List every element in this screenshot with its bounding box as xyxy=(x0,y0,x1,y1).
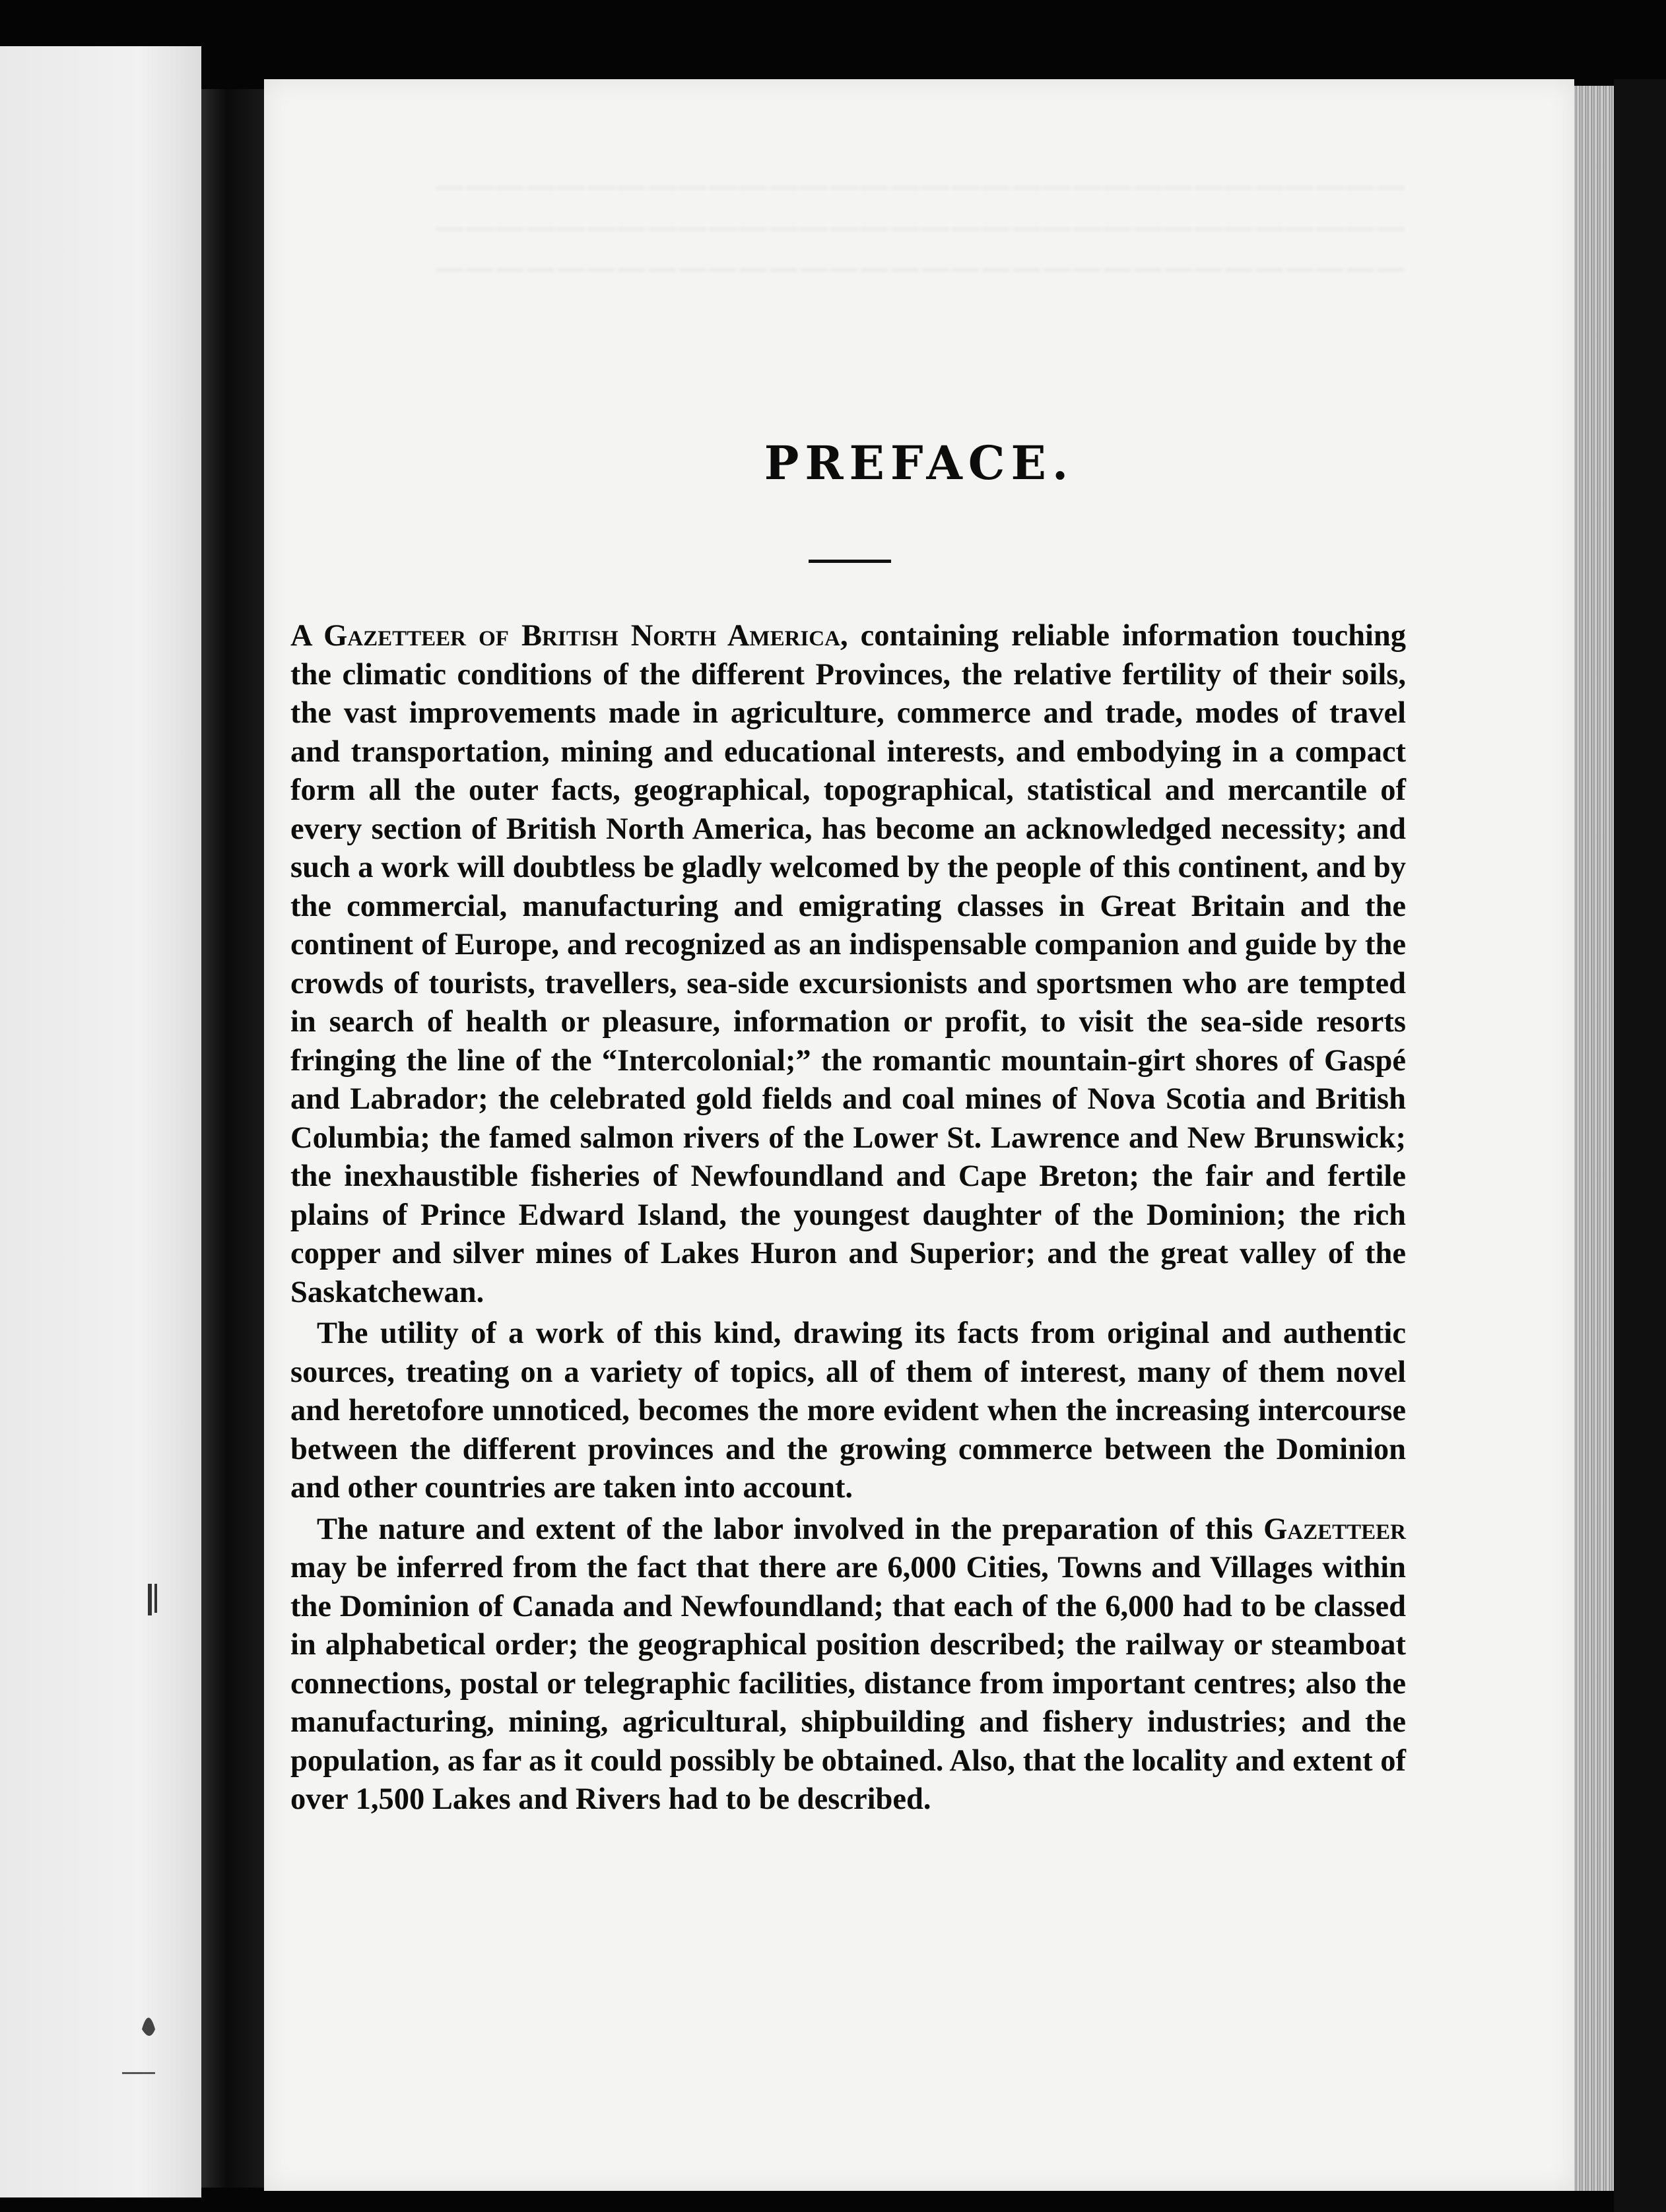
margin-mark xyxy=(122,2072,155,2074)
margin-mark xyxy=(154,1584,157,1613)
paragraph-2: The utility of a work of this kind, drawing its facts from original and authentic sources, treating on a variety of topics, all of them of interest, many of them novel and heretofore unnoticed, becomes the more evident when the increasing intercourse between the different provinces and the growing commerce between the Dominion and other countries are taken into account. xyxy=(290,1317,1406,1505)
margin-mark xyxy=(148,1584,152,1615)
page-title: PREFACE. xyxy=(764,436,1075,490)
gazetteer-word: Gazetteer xyxy=(1263,1512,1406,1546)
paragraph-3 xyxy=(290,1511,1406,1819)
gazetteer-title-lead: A Gazetteer of British North America xyxy=(290,619,840,653)
scan-background xyxy=(1614,79,1666,2212)
left-page-marks xyxy=(0,46,201,2197)
page-edges xyxy=(1574,86,1614,2191)
paragraph-1-text: , containing reliable information touching the climatic conditions of the different Provinces, the relative fertility of their soils, the vast improvements made in agriculture, commerce and trade, modes of travel and transportation, mining and educational interests, and embodying in a compact form all the outer facts, geographical, topographical, statistical and mercantile of every section of British North America, has become an acknowledged necessity; and such a work will doubtless be gladly welcomed by the people of this continent, and by the commercial, manufacturing and emigrating classes in Great Britain and the continent of Europe, and recognized as an indispensable companion and guide by the crowds of tourists, travellers, sea-side excursionists and sportsmen who are tempted in search of health or pleasure, information or profit, to visit the sea-side resorts fringing the line of the “Intercolonial;” the romantic mountain-girt shores of Gaspé and Labrador; the celebrated gold fields and coal mines of Nova Scotia and British Columbia; the famed salmon rivers of the Lower St. Lawrence and New Brunswick; the inexhaustible fisheries of Newfoundland and Cape Breton; the fair and fertile plains of Prince Edward Island, the youngest daughter of the Dominion; the rich copper and silver mines of Lakes Huron and Superior; and the great valley of the Saskatchewan. xyxy=(290,619,1406,1309)
paragraph-3-before: The nature and extent of the labor involved in the preparation of this xyxy=(317,1512,1264,1546)
book-gutter xyxy=(201,89,266,2188)
title-rule xyxy=(809,560,891,563)
margin-mark xyxy=(142,2018,155,2036)
preface-body xyxy=(290,617,1406,1819)
left-page xyxy=(0,46,201,2197)
paragraph-3-text: may be inferred from the fact that there are 6,000 Cities, Towns and Villages within the Dominion of Canada and Newfoundland; that each of the 6,000 had to be classed in alphabetical order; the geographical position described; the railway or steamboat connections, postal or telegraphic facilities, distance from important centres; also the manufacturing, mining, agricultural, shipbuilding and fishery industries; and the population, as far as it could possibly be obtained. Also, that the locality and extent of over 1,500 Lakes and Rivers had to be described. xyxy=(290,1551,1406,1816)
paragraph-1 xyxy=(290,617,1406,1312)
